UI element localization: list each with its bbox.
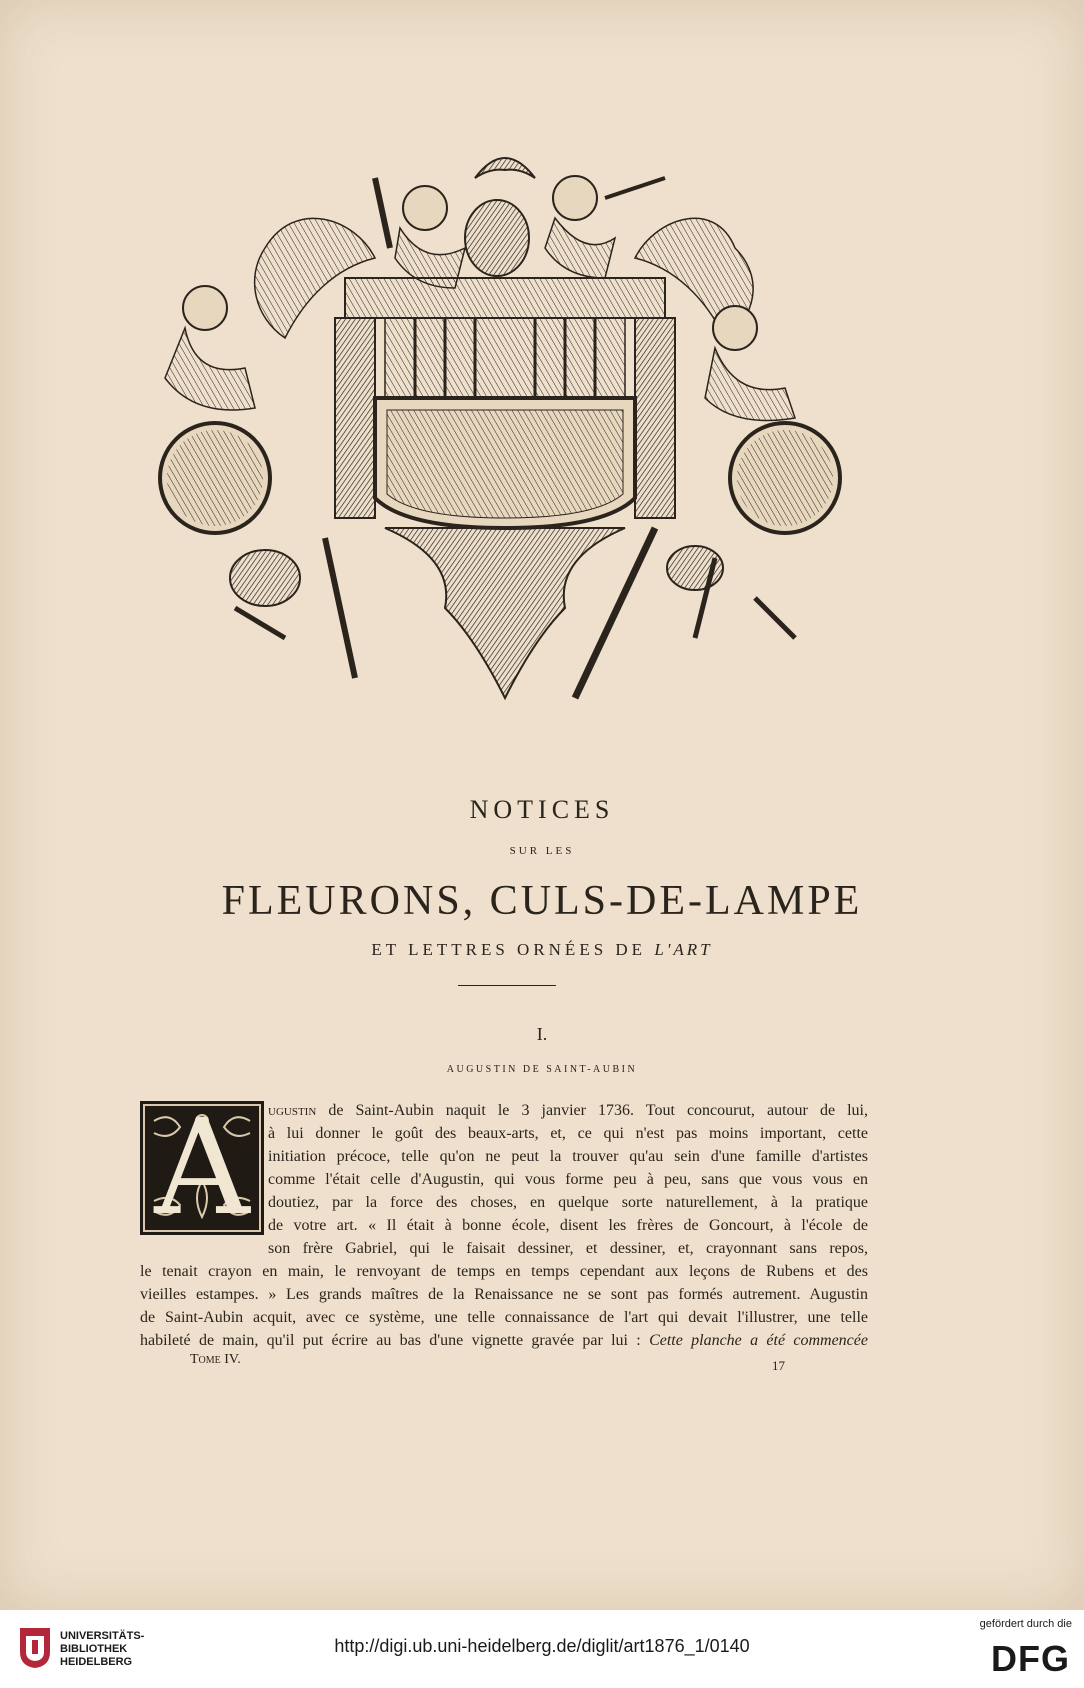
title-divider [458, 985, 556, 986]
body-last-roman: habileté de main, qu'il put écrire au bas d'une vignette gravée par lui : [140, 1332, 650, 1349]
body-line: son frère Gabriel, qui le faisait dessiner, et dessiner, et, crayonnant sans repos, [268, 1240, 868, 1257]
title-sur-les: SUR LES [509, 845, 575, 857]
fleuron-illustration [135, 138, 875, 738]
section-author: AUGUSTIN DE SAINT-AUBIN [446, 1064, 638, 1075]
section-number: I. [536, 1024, 548, 1044]
title-notices: NOTICES [469, 795, 615, 824]
institution-line: HEIDELBERG [60, 1656, 133, 1668]
volume-label: Tome IV. [190, 1352, 241, 1367]
title-fleurons: FLEURONS, CULS-DE-LAMPE [221, 878, 863, 924]
body-first-word: ugustin [268, 1102, 317, 1119]
body-line-last [140, 1330, 868, 1352]
sheet-signature: 17 [772, 1358, 785, 1373]
title-lettres-roman: ET LETTRES ORNÉES DE [371, 940, 647, 959]
institution-line: UNIVERSITÄTS- [60, 1630, 145, 1642]
sponsor-caption: gefördert durch die [979, 1618, 1072, 1630]
body-line: comme l'était celle d'Augustin, qui vous forme peu à peu, sans que vous vous en [268, 1171, 868, 1188]
drop-cap-letter: A [154, 1091, 250, 1245]
body-line-1-rest: de Saint-Aubin naquit le 3 janvier 1736. Tout concourut, autour de lui, [316, 1102, 868, 1119]
body-line-1 [268, 1100, 868, 1122]
dfg-logo: DFG [991, 1638, 1070, 1679]
body-line: de Saint-Aubin acquit, avec ce système, une telle connaissance de l'art qui devait l'illustrer, une telle [140, 1309, 868, 1326]
body-line: de votre art. « Il était à bonne école, disent les frères de Goncourt, à l'école de [268, 1217, 868, 1234]
body-last-italic: Cette planche a été commencée [649, 1332, 868, 1349]
title-lettres-italic: L'ART [654, 940, 713, 959]
ornamental-fleuron-engraving [135, 138, 875, 738]
institution-line: BIBLIOTHEK [60, 1643, 128, 1655]
body-line: vieilles estampes. » Les grands maîtres de la Renaissance ne se sont pas formés autrement. Augustin [140, 1286, 868, 1303]
body-line: le tenait crayon en main, le renvoyant de temps en temps cependant aux leçons de Rubens et des [140, 1263, 868, 1280]
body-line: à lui donner le goût des beaux-arts, et, ce qui n'est pas moins important, cette [268, 1125, 868, 1142]
permalink-url[interactable]: http://digi.ub.uni-heidelberg.de/diglit/art1876_1/0140 [334, 1636, 750, 1656]
ornamented-drop-cap [140, 1091, 264, 1245]
body-line: initiation précoce, telle qu'on ne peut la trouver qu'au sein d'une famille d'artistes [268, 1148, 868, 1165]
title-lettres-ornees [0, 940, 1084, 960]
body-line: doutiez, par la force des choses, en quelque sorte naturellement, à la pratique [268, 1194, 868, 1211]
